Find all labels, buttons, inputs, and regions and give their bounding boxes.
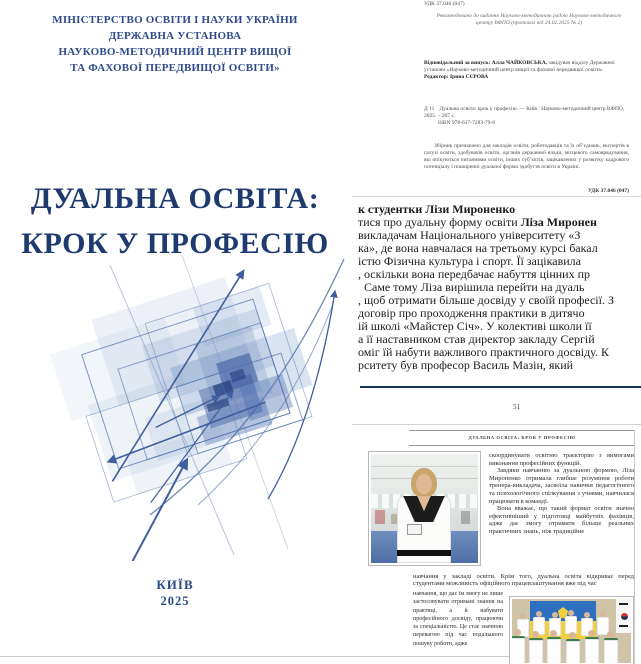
org-line-1: МІНІСТЕРСТВО ОСВІТИ І НАУКИ УКРАЇНИ	[52, 14, 298, 26]
background-person	[375, 510, 385, 524]
page52-full-width-text: навчання у закладі освіти. Крім того, дуальна освіта відкриває перед студентами можливість офіційного працевлаштування вже під час	[413, 573, 634, 588]
black-belt	[397, 550, 451, 556]
story-line: оміг їй набути важливого практичного досвіду. К	[358, 345, 609, 359]
recommendation-note: Рекомендовано до видання Науково-методичною радою Науково-методичного центру ВФПО (протокол від 24.02.2025 № 2)	[436, 13, 622, 26]
athlete-photo	[368, 451, 481, 566]
responsible-block	[424, 60, 626, 81]
paragraph: Завдяки навчанню за дуальною формою, Ліза Мироненко отримала глибше розуміння роботи тренера-викладача, засвоїла навички педагогічного та психологічного спілкування з учнями, навчилася працювати в команді.	[489, 467, 634, 505]
udk-code-top: УДК 37.046 (047)	[424, 1, 465, 7]
editor-line: Редактор: Ірина СЄРОВА	[424, 73, 489, 80]
catalog-text: Дуальна освіта: крок у професію. — Київ : Науково-методичний центр ВФПО, 2025. – 207 с.	[424, 106, 625, 119]
paragraph: Вона вважає, що такий формат освіти значно ефективніший у підготовці майбутніх фахівців, адже дає змогу отримати більше реальних практичних знань, ніж традиційне	[489, 505, 634, 535]
korean-flag-circle	[621, 613, 628, 620]
isbn-line: ISBN 978-617-7283-79-8	[438, 119, 495, 126]
cover-title-line-1: ДУАЛЬНА ОСВІТА:	[30, 182, 320, 215]
team-photo	[509, 596, 634, 664]
background-person	[461, 511, 470, 524]
page52-column1	[489, 452, 634, 536]
org-line-2: ДЕРЖАВНА УСТАНОВА	[108, 30, 242, 42]
org-line-3: НАУКОВО-МЕТОДИЧНИЙ ЦЕНТР ВИЩОЇ	[58, 46, 292, 58]
catalog-label: Д 11	[424, 106, 435, 112]
cover-abstract-graphic	[32, 253, 350, 561]
cover-title-line-2: КРОК У ПРОФЕСІЮ	[21, 227, 329, 260]
story-line: , щоб отримати більше досвіду у своїй професії. З	[358, 293, 614, 307]
story-line: а її наставником став директор закладу Сергій	[358, 332, 595, 346]
responsible-role: завідувач відділу	[547, 60, 589, 66]
student-name-bold: Ліза Миронен	[520, 215, 597, 229]
story-line-text: тися про дуальну форму освіти	[358, 215, 521, 229]
story-line: рситету був професор Василь Мазін, який	[358, 358, 574, 372]
paragraph: скоординувати освітню траєкторію з вимогами виконання професійних функцій.	[489, 452, 634, 467]
cover-imprint-place	[0, 576, 350, 610]
responsible-org: Державної установи «Науково-методичний центр вищої та фахової передвищої освіти»	[424, 60, 615, 73]
story-line: ка», де вона навчалася на третьому курсі бакал	[358, 241, 598, 255]
story-line: Саме тому Ліза вирішила перейти на дуаль	[364, 280, 585, 294]
cover-organization-block	[0, 12, 350, 76]
story-heading: к студентки Лізи Мироненко	[358, 202, 516, 216]
story-line: ій школі «Майстер Січ». У колективі школи її	[358, 319, 592, 333]
story-line: істю Фізична культура і спорт. Її зацікавила	[358, 254, 581, 268]
imprint-page-thumbnail	[352, 0, 641, 197]
athlete-face	[416, 474, 432, 494]
page52-column2: навчання, що дає їм змогу не лише застосовувати отримані знання на практиці, а й набувати професійного досвіду, працюючи за спеціальністю. Це стає значною перевагою під час подальшого пошуку роботи, адже	[413, 591, 503, 647]
page-51-zoomed	[352, 200, 641, 425]
story-line: , оскільки вона передбачає набуття цінних пр	[358, 267, 591, 281]
org-line-4: ТА ФАХОВОЇ ПЕРЕДВИЩОЇ ОСВІТИ»	[70, 62, 280, 74]
responsible-label: Відповідальний за випуск: Алла ЧАЙКОВСЬКА,	[424, 60, 548, 66]
bottom-border-line	[0, 656, 509, 657]
page-52-zoomed	[352, 428, 641, 664]
story-line: викладачам Національного університету «З	[358, 228, 581, 242]
page-number: 51	[513, 403, 520, 411]
story-line: договір про проходження практики в дитячо	[358, 306, 585, 320]
abstract-paragraph: Збірник призначено для закладів освіти, роботодавців та їх об’єднань, експертів в галузі освіти, здобувачів освіти, органів державної влади, місцевого самоврядування, які опікуються питаннями освіти, інших суб’єктів, зацікавлених у розвитку кадрового потенціалу і поширенні дуальної форми здобуття освіти в Україні.	[424, 143, 629, 170]
cover-city: КИЇВ	[156, 577, 194, 592]
certificate-card	[407, 524, 422, 535]
korean-flag-trigram	[619, 625, 628, 627]
udk-code-bottom: УДК 37.046 (047)	[587, 188, 629, 194]
running-header: ДУАЛЬНА ОСВІТА: КРОК У ПРОФЕСІЮ	[409, 430, 635, 446]
korean-flag-trigram	[619, 603, 628, 605]
cover-year: 2025	[160, 594, 190, 608]
catalog-entry	[424, 106, 636, 127]
page-right-edge	[634, 430, 635, 664]
footer-rule	[360, 386, 641, 388]
ceiling-beam	[371, 466, 478, 467]
